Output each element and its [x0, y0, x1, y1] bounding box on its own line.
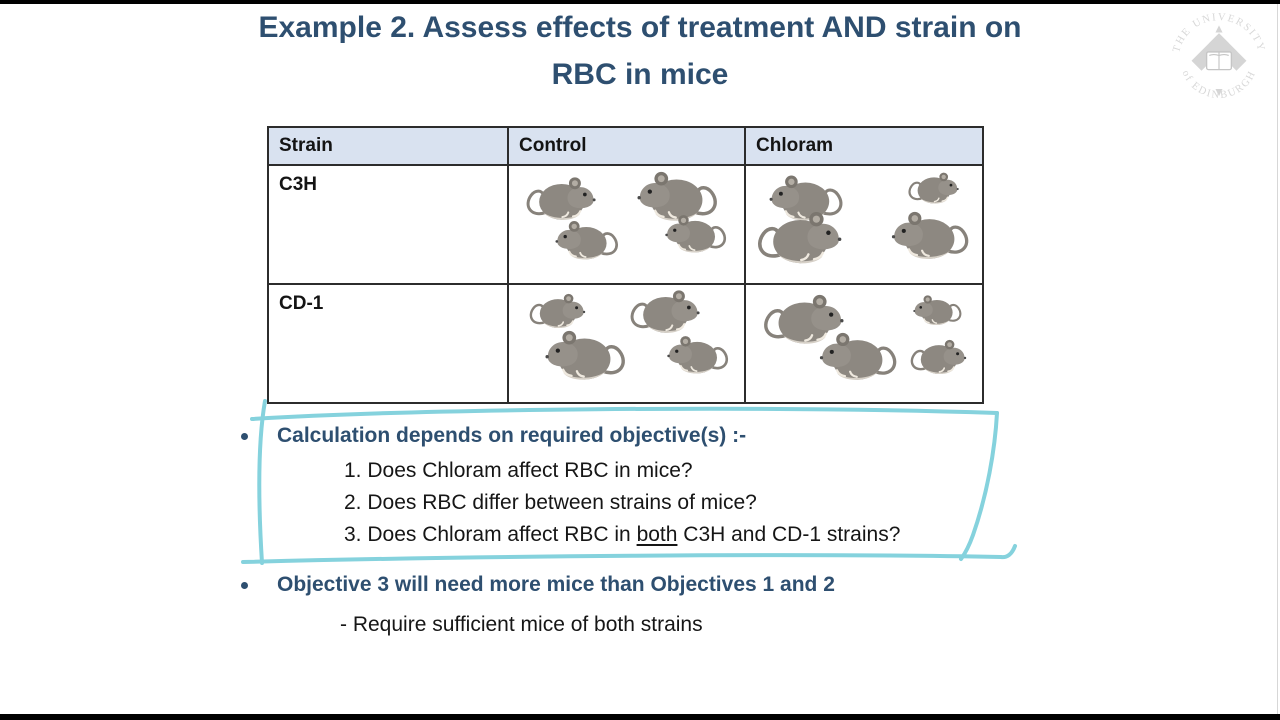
bullet-conclusion — [241, 573, 835, 597]
col-header-chloram: Chloram — [745, 127, 983, 165]
university-of-edinburgh-logo — [1166, 5, 1272, 113]
strain-label-c3h: C3H — [268, 165, 508, 284]
mouse-image — [537, 327, 629, 388]
logo-ring-text-top: THE UNIVERSITY — [1171, 11, 1267, 54]
mouse-image — [754, 208, 850, 272]
table-row-c3h — [268, 165, 983, 284]
col-header-control: Control — [508, 127, 745, 165]
mouse-image — [659, 212, 729, 259]
cell-cd1-chloram — [745, 284, 983, 403]
mouse-image — [908, 337, 972, 380]
strain-treatment-table — [267, 126, 984, 404]
bullet-calculation-heading: Calculation depends on required objective(s) :- — [277, 424, 747, 447]
title-line-2: RBC in mice — [551, 58, 729, 91]
objective-1: 1. Does Chloram affect RBC in mice? — [344, 459, 693, 482]
mouse-image — [908, 293, 964, 330]
conclusion-subitem: - Require sufficient mice of both strains — [340, 613, 703, 636]
slide-title — [0, 4, 1280, 98]
letterbox-bottom-bar — [0, 714, 1280, 720]
col-header-strain: Strain — [268, 127, 508, 165]
objective-3-suffix: C3H and CD-1 strains? — [677, 523, 901, 546]
mouse-image — [812, 329, 900, 388]
hand-drawn-highlight-box — [235, 395, 1025, 577]
objective-2: 2. Does RBC differ between strains of mice? — [344, 491, 757, 514]
objective-3-prefix: 3. Does Chloram affect RBC in — [344, 523, 637, 546]
mouse-image — [661, 333, 731, 380]
mouse-image — [549, 218, 621, 266]
bullet-dot — [241, 582, 248, 589]
bullet-dot — [241, 433, 248, 440]
mouse-image — [884, 208, 972, 267]
objective-3 — [344, 523, 900, 547]
cell-c3h-chloram — [745, 165, 983, 284]
title-line-1: Example 2. Assess effects of treatment AND strain on — [258, 11, 1022, 44]
mouse-image — [906, 170, 964, 209]
slide-right-edge-line — [1277, 0, 1278, 720]
bullet-conclusion-heading: Objective 3 will need more mice than Objectives 1 and 2 — [277, 573, 835, 596]
objective-3-underlined-word: both — [636, 523, 678, 546]
table-header-row — [268, 127, 983, 165]
table-row-cd1 — [268, 284, 983, 403]
letterbox-top-bar — [0, 0, 1280, 4]
strain-label-cd1: CD-1 — [268, 284, 508, 403]
cell-cd1-control — [508, 284, 745, 403]
bullet-calculation — [241, 424, 746, 448]
logo-ring-text-bottom: of EDINBURGH — [1179, 68, 1259, 102]
cell-c3h-control — [508, 165, 745, 284]
